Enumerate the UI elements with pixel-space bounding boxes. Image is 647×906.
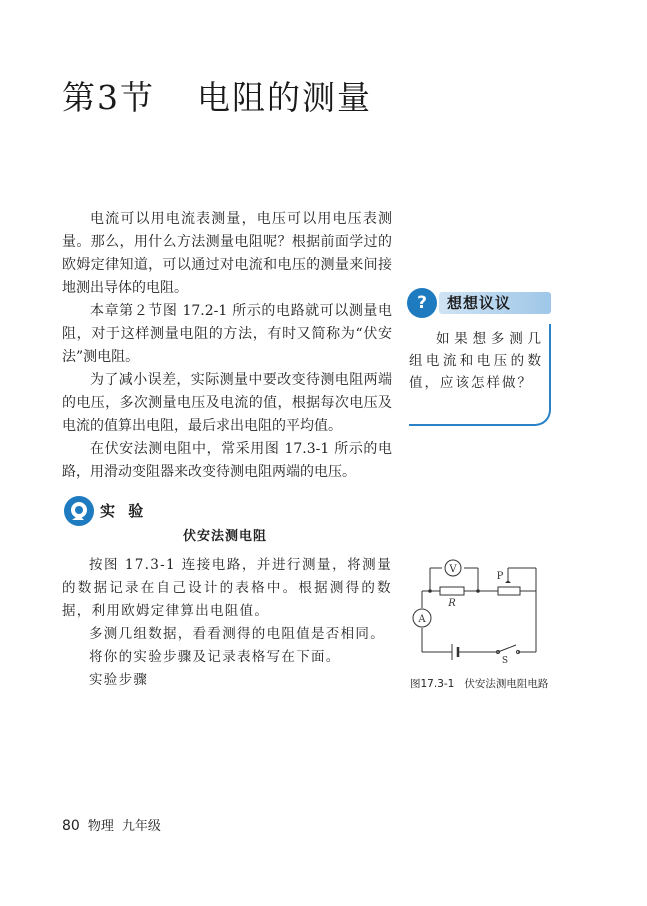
switch-label: S <box>501 656 509 666</box>
discussion-body <box>409 324 551 426</box>
figure-title: 伏安法测电阻电路 <box>464 678 549 690</box>
discussion-text: 如果想多测几组电流和电压的数值，应该怎样做？ <box>409 331 543 391</box>
resistor-symbol <box>440 587 464 595</box>
paragraph: 为了减小误差，实际测量中要改变待测电阻两端的电压，多次测量电压及电流的值，根据每次电压及电流的值算出电阻，最后求出电阻的平均值。 <box>62 372 392 434</box>
paragraph: 电流可以用电流表测量，电压可以用电压表测量。那么，用什么方法测量电阻呢？根据前面学过的欧姆定律知道，可以通过对电流和电压的测量来间接地测出导体的电阻。 <box>62 211 392 296</box>
slider-label: P <box>496 571 504 582</box>
paragraph: 本章第２节图 17.2-1 所示的电路就可以测量电阻，对于这样测量电阻的方法，有时又简称为“伏安法”测电阻。 <box>62 303 392 365</box>
voltmeter-label: V <box>449 564 457 575</box>
discussion-box <box>407 286 555 429</box>
experiment-paragraph: 将你的实验步骤及记录表格写在下面。 <box>89 649 341 665</box>
section-number: 第3节 <box>62 78 155 117</box>
main-text <box>62 208 392 484</box>
experiment-body <box>62 554 392 692</box>
discussion-title: 想想议议 <box>447 294 512 312</box>
rheostat-symbol <box>498 587 520 595</box>
question-icon: ? <box>407 288 437 318</box>
section-title <box>62 72 372 119</box>
figure-number: 图17.3-1 <box>410 678 455 690</box>
switch-lever <box>498 645 516 652</box>
experiment-paragraph: 按图 17.3-1 连接电路，并进行测量，将测量的数据记录在自己设计的表格中。根据测得的数据，利用欧姆定律算出电阻值。 <box>62 557 392 619</box>
experiment-paragraph: 多测几组数据，看看测得的电阻值是否相同。 <box>89 626 385 642</box>
page-number: 80 <box>62 818 80 834</box>
subject: 物理 <box>87 819 114 834</box>
experiment-subtitle: 伏安法测电阻 <box>183 529 268 544</box>
resistor-label: R <box>448 598 456 609</box>
experiment-label: 实 验 <box>100 502 148 520</box>
experiment-paragraph: 实验步骤 <box>89 672 149 688</box>
circuit-diagram <box>408 548 560 668</box>
grade: 九年级 <box>121 819 161 834</box>
experiment-icon <box>62 494 96 528</box>
ammeter-label: A <box>418 614 426 625</box>
paragraph: 在伏安法测电阻中，常采用图 17.3-1 所示的电路，用滑动变阻器来改变待测电阻两端的电压。 <box>62 441 392 480</box>
page-footer <box>62 815 161 834</box>
junction-dot <box>476 589 480 593</box>
section-name: 电阻的测量 <box>197 78 372 117</box>
figure-caption <box>410 676 548 691</box>
discussion-header <box>407 286 555 320</box>
junction-dot <box>428 589 432 593</box>
slider-arrow <box>505 580 511 583</box>
